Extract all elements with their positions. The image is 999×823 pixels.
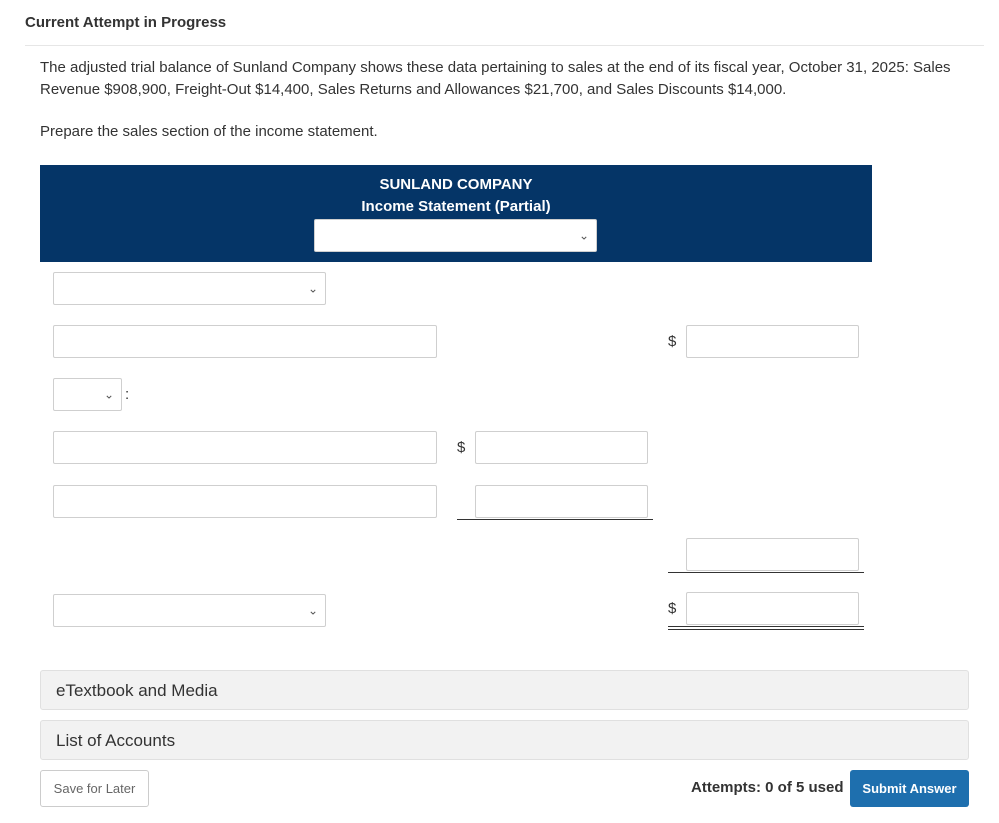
etextbook-label: eTextbook and Media [56, 681, 218, 700]
amount-input-col2-3[interactable] [686, 592, 859, 625]
less-select[interactable] [53, 378, 122, 411]
chevron-down-icon: ⌄ [103, 386, 114, 401]
double-underline-top [668, 626, 864, 627]
underline [668, 572, 864, 573]
underline [457, 519, 653, 520]
amount-input-col2-1[interactable] [686, 325, 859, 358]
colon-label: : [125, 386, 130, 403]
account-name-input-1[interactable] [53, 325, 437, 358]
chevron-down-icon: ⌄ [307, 280, 318, 295]
accounts-label: List of Accounts [56, 731, 176, 750]
section-heading-select[interactable] [53, 272, 326, 305]
currency-symbol: $ [457, 439, 466, 456]
question-text: The adjusted trial balance of Sunland Company shows these data pertaining to sales at the end of its fiscal year, October 31, 2025: Sales Revenue $908,900, Freight-Out $14,400, Sales Returns and Allowances $21,700, and Sales Discounts $14,000. [40, 59, 951, 98]
currency-symbol: $ [668, 333, 677, 350]
account-name-input-2[interactable] [53, 431, 437, 464]
submit-answer-button[interactable]: Submit Answer [850, 770, 969, 807]
statement-title: Income Statement (Partial) [361, 198, 551, 215]
save-for-later-button[interactable]: Save for Later [40, 770, 149, 807]
attempts-counter: Attempts: 0 of 5 used [691, 779, 844, 796]
chevron-down-icon: ⌄ [578, 227, 589, 242]
list-of-accounts-panel[interactable] [40, 720, 969, 760]
chevron-down-icon: ⌄ [307, 602, 318, 617]
statement-header [40, 165, 872, 262]
instruction-text: Prepare the sales section of the income statement. [40, 123, 378, 140]
double-underline-bottom [668, 629, 864, 630]
divider [25, 45, 984, 46]
currency-symbol: $ [668, 600, 677, 617]
amount-input-col1-1[interactable] [475, 431, 648, 464]
amount-input-col2-2[interactable] [686, 538, 859, 571]
period-select[interactable] [314, 219, 597, 252]
amount-input-col1-2[interactable] [475, 485, 648, 518]
net-sales-select[interactable] [53, 594, 326, 627]
company-name: SUNLAND COMPANY [379, 176, 533, 193]
attempt-status: Current Attempt in Progress [25, 14, 227, 31]
account-name-input-3[interactable] [53, 485, 437, 518]
etextbook-panel[interactable] [40, 670, 969, 710]
